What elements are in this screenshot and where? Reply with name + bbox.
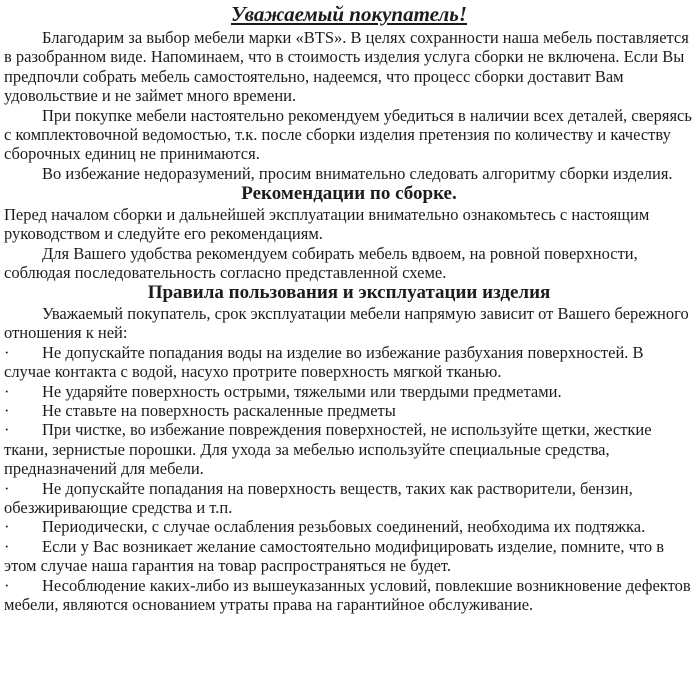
assembly-paragraph: Для Вашего удобства рекомендуем собирать мебель вдвоем, на ровной поверхности, соблюдая последовательность согласно представленной схеме. (4, 243, 638, 282)
bullet-marker: · (4, 381, 10, 401)
bullet-marker: · (4, 517, 10, 537)
list-item-text: Периодически, с случае ослабления резьбовых соединений, необходима их подтяжка. (42, 517, 646, 537)
intro-paragraph: Благодарим за выбор мебели марки «BTS». В целях сохранности наша мебель поставляется в разобранном виде. Напоминаем, что в стоимость изделия услуга сборки не включена. Если Вы предпочли собрать мебель самостоятельно, надеемся, что процесс сборки доставит Вам удовольствие и не займет много времени. (4, 28, 689, 106)
bullet-marker: · (4, 536, 10, 556)
bullet-marker: · (4, 420, 10, 440)
list-item-text: Не допускайте попадания воды на изделие во избежание разбухания поверхностей. В случае контакта с водой, насухо протрите поверхность мягкой тканью. (4, 342, 644, 382)
list-item (4, 517, 694, 536)
rules-intro-paragraph: Уважаемый покупатель, срок эксплуатации мебели напрямую зависит от Вашего бережного отношения к ней: (4, 303, 689, 343)
bullet-marker: · (4, 400, 10, 420)
bullet-marker: · (4, 575, 10, 595)
list-item (4, 479, 694, 518)
assembly-section-heading: Рекомендации по сборке. (241, 183, 457, 205)
list-item-text: Не ударяйте поверхность острыми, тяжелыми или твердыми предметами. (42, 381, 562, 401)
bullet-marker: · (4, 478, 10, 498)
list-item-text: Если у Вас возникает желание самостоятельно модифицировать изделие, помните, что в этом случае наша гарантия на товар распространяться не будет. (4, 536, 665, 576)
assembly-paragraph: Перед началом сборки и дальнейшей эксплуатации внимательно ознакомьтесь с настоящим руководством и следуйте его рекомендациям. (4, 204, 650, 244)
intro-paragraph: При покупке мебели настоятельно рекомендуем убедиться в наличии всех деталей, сверяясь с комплектовочной ведомостью, т.к. после сборки изделия претензия по количеству и качеству сборочных единиц не принимаются. (4, 105, 692, 164)
page-title: Уважаемый покупатель! (231, 2, 467, 26)
list-item-text: Не ставьте на поверхность раскаленные предметы (42, 400, 396, 420)
list-item (4, 576, 694, 615)
list-item-text: Не допускайте попадания на поверхность веществ, таких как растворители, бензин, обезжиривающие средства и т.п. (4, 478, 633, 517)
intro-paragraph: Во избежание недоразумений, просим внимательно следовать алгоритму сборки изделия. (42, 163, 673, 183)
list-item-text: Несоблюдение каких-либо из вышеуказанных условий, повлекшие возникновение дефектов мебели, являются основанием утраты права на гарантийное обслуживание. (4, 575, 691, 614)
rules-section-heading: Правила пользования и эксплуатации изделия (147, 282, 551, 304)
list-item (4, 343, 694, 382)
list-item (4, 420, 694, 478)
list-item (4, 382, 694, 401)
list-item-text: При чистке, во избежание повреждения поверхностей, не используйте щетки, жесткие ткани, зернистые порошки. Для ухода за мебелью используйте специальные средства, предназначений для мебели. (4, 420, 652, 479)
list-item (4, 401, 694, 420)
list-item (4, 537, 694, 576)
bullet-marker: · (4, 342, 10, 362)
